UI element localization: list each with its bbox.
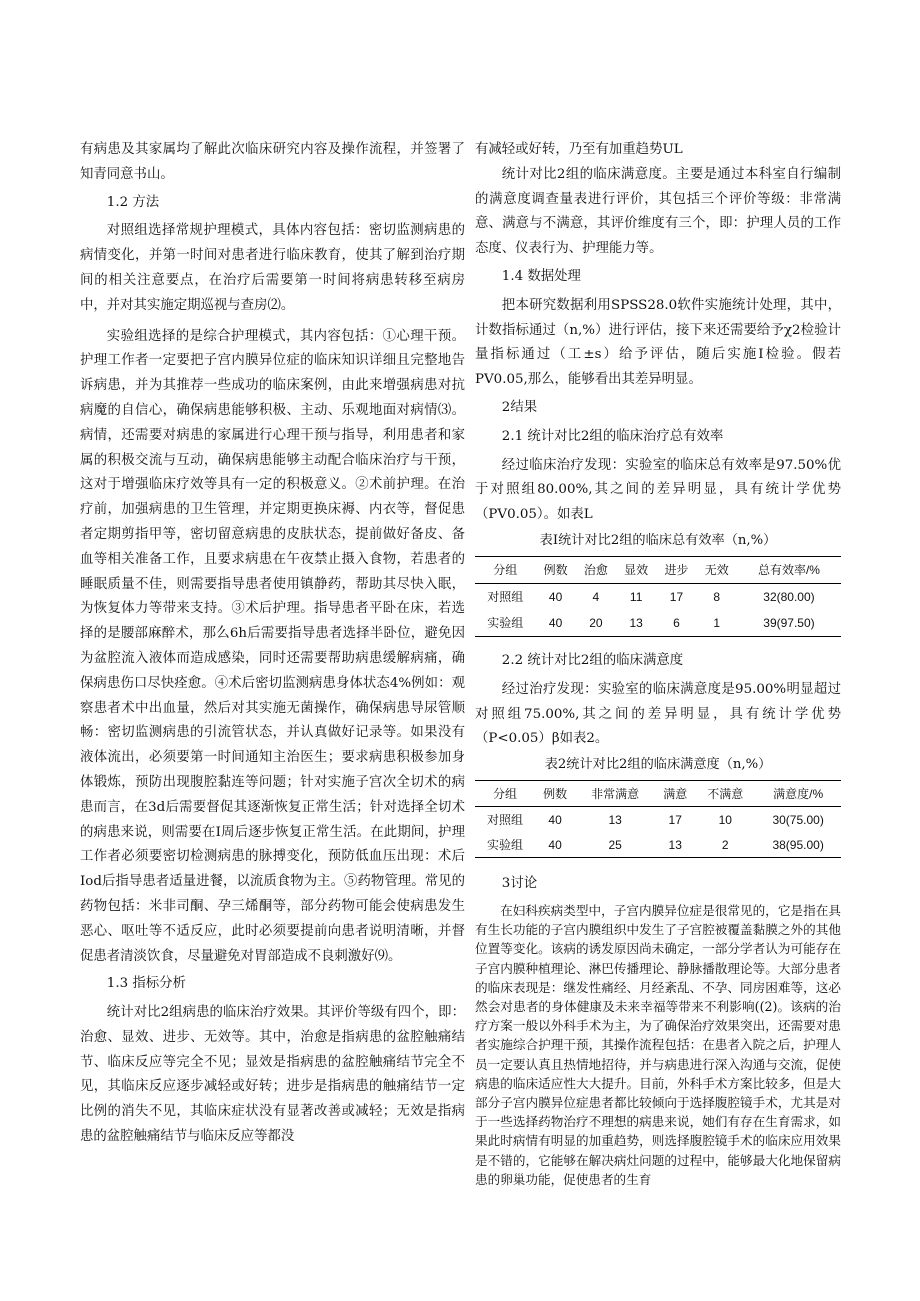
table-cell: 40 [548, 837, 562, 852]
table-header-row [475, 781, 841, 807]
section-2-heading: 2结果 [501, 399, 538, 415]
index-analysis-paragraph: 统计对比2组病患的临床治疗效果。其评价等级有四个，即：治愈、显效、进步、无效等。其中，治愈是指病患的盆腔触痛结节、临床反应等完全不见；显效是指病患的盆腔触痛结节完全不见，其临床反应逐步减轻或好转；进步是指病患的触痛结节一定比例的消失不见，其临床症状没有显著改善或减轻；无效是指病患的盆腔触痛结节与临床反应等都没 [80, 1005, 465, 1145]
table-header-cell: 非常满意 [591, 787, 640, 802]
data-processing-paragraph: 把本研究数据利用SPSS28.0软件实施统计处理，其中，计数指标通过（n,%）进行评估，接下来还需要给予χ2检验计量指标通过（工±s）给予评估，随后实施I检验。假若PV0.05,那么，能够看出其差异明显。 [475, 297, 841, 388]
right-column [475, 138, 841, 1189]
table-header-row [475, 556, 841, 583]
table-cell: 8 [713, 589, 721, 604]
discussion-block [475, 901, 841, 1189]
table-cell: 13 [668, 837, 682, 852]
table-header-cell: 治愈 [583, 563, 608, 578]
table-cell: 20 [589, 615, 603, 630]
table-header-cell: 分组 [493, 563, 518, 578]
table-header-cell: 进步 [664, 563, 689, 578]
table-row [475, 583, 841, 610]
section-1-4-heading: 1.4 数据处理 [501, 268, 581, 284]
table-cell: 对照组 [487, 590, 524, 605]
intro-continuation-paragraph: 有病患及其家属均了解此次临床研究内容及操作流程，并签署了知青同意书山。 [80, 142, 465, 182]
table-header-cell: 不满意 [707, 787, 744, 802]
table-header-cell: 无效 [704, 563, 729, 578]
table-cell: 40 [548, 589, 563, 604]
table-cell: 25 [608, 837, 622, 852]
control-group-paragraph: 对照组选择常规护理模式，具体内容包括：密切监测病患的病情变化，并第一时间对患者进行临床教育，使其了解到治疗期间的相关注意要点，在治疗后需要第一时间将病患转移至病房中，并对其实施定期巡视与查房⑵。 [80, 223, 465, 313]
table-cell: 实验组 [487, 616, 524, 631]
table-row [475, 807, 841, 833]
table-header-cell: 满意 [663, 787, 688, 802]
table-cell: 17 [669, 589, 684, 604]
table-cell: 39(97.50) [763, 615, 815, 630]
table-cell: 11 [629, 589, 643, 604]
table-header-cell: 例数 [543, 563, 568, 578]
table-cell: 17 [668, 812, 682, 827]
table-header-cell: 总有效率/% [757, 563, 820, 578]
table-header-cell: 显效 [624, 563, 649, 578]
section-2-2-heading: 2.2 统计对比2组的临床满意度 [501, 652, 684, 668]
table-2 [475, 780, 841, 858]
table-cell: 6 [673, 615, 680, 630]
table-header-cell: 分组 [493, 787, 518, 802]
table-cell: 2 [721, 837, 729, 852]
table-cell: 13 [608, 812, 622, 827]
table-header-cell: 满意度/% [773, 787, 824, 802]
table-row [475, 832, 841, 858]
table-cell: 10 [718, 812, 732, 827]
table-cell: 1 [713, 615, 721, 630]
table-cell: 30(75.00) [772, 812, 824, 827]
experiment-group-paragraph: 实验组选择的是综合护理模式，其内容包括：①心理干预。护理工作者一定要把子宫内膜异位症的临床知识详细且完整地告诉病患，并为其推荐一些成功的临床案例，由此来增强病患对抗病魔的自信心，确保病患能够积极、主动、乐观地面对病情⑶。病情，还需要对病患的家属进行心理干预与指导，利用患者和家属的积极交流与互动，确保病患能够主动配合临床治疗与干预，这对于增强临床疗效等具有一定的积极意义。②术前护理。在治疗前，加强病患的卫生管理，并定期更换床褥、内衣等，督促患者定期剪指甲等，密切留意病患的皮肤状态，提前做好备皮、备血等相关准备工作，且要求病患在午夜禁止摄入食物，若患者的睡眠质量不佳，则需要指导患者使用镇静药，帮助其尽快入眠，为恢复体力等带来支持。③术后护理。指导患者平卧在床，若选择的是腰部麻醉术，那么6h后需要指导患者选择半卧位，避免因为盆腔流入液体而造成感染，同时还需要帮助病患缓解病痛，确保病患伤口尽快痊愈。④术后密切监测病患身体状态4%例如：观察患者术中出血量，然后对其实施无菌操作，确保病患导尿管顺畅：密切监测病患的引流管状态，并认真做好记录等。如果没有液体流出，必须要第一时间通知主治医生；要求病患积极参加身体锻炼，预防出现腹腔黏连等问题；针对实施子宫次全切术的病患而言，在3d后需要督促其逐渐恢复正常生活；针对选择全切术的病患来说，则需要在I周后逐步恢复正常生活。在此期间，护理工作者必须要密切检测病患的脉搏变化，预防低血压出现：术后Iod后指导患者适量进餐，以流质食物为主。⑤药物管理。常见的药物包括：米非司酮、孕三烯酮等，部分药物可能会使病患发生恶心、呕吐等不适反应，此时必须要提前向患者说明清晰，并督促患者清淡饮食，尽量避免对胃部造成不良刺激好⑼。 [80, 328, 465, 964]
section-3-heading: 3讨论 [501, 876, 538, 892]
result-2-paragraph: 经过治疗发现：实验室的临床满意度是95.00%明显超过对照组75.00%,其之间的差异明显，具有统计学优势（P<0.05）β如表2。 [475, 681, 841, 747]
table-cell: 实验组 [487, 838, 524, 853]
table-cell: 13 [629, 615, 643, 630]
section-2-1-heading: 2.1 统计对比2组的临床治疗总有效率 [501, 428, 724, 444]
table-1 [475, 556, 841, 637]
table-cell: 40 [548, 615, 563, 630]
result-1-paragraph: 经过临床治疗发现：实验室的临床总有效率是97.50%优于对照组80.00%,其之间的差异明显，具有统计学优势（PV0.05）。如表L [475, 457, 841, 523]
index-continuation-paragraph: 有减轻或好转，乃至有加重趋势UL [475, 142, 683, 157]
table-1-caption: 表I统计对比2组的临床总有效率（n,%） [539, 532, 777, 548]
discussion-paragraph: 在妇科疾病类型中，子宫内膜异位症是很常见的，它是指在具有生长功能的子宫内膜组织中发生了子宫腔被覆盖黏膜之外的其他位置等变化。该病的诱发原因尚未确定，一部分学者认为可能存在子宫内膜种植理论、淋巴传播理论、静脉播散理论等。大部分患者的临床表现是：继发性痛经、月经紊乱、不孕、同房困难等，这必然会对患者的身体健康及未来幸福等带来不利影响((2)。该病的治疗方案一般以外科手术为主，为了确保治疗效果突出，还需要对患者实施综合护理干预，其操作流程包括：在患者入院之后，护理人员一定要认真且热情地招待，并与病患进行深入沟通与交流，促使病患的临床适应性大大提升。目前，外科手术方案比较多，但是大部分子宫内膜异位症患者都比较倾向于选择腹腔镜手术，尤其是对于一些选择药物治疗不理想的病患来说，她们有存在生育需求，如果此时病情有明显的加重趋势，则选择腹腔镜手术的临床应用效果是不错的，它能够在解决病灶问题的过程中，能够最大化地保留病患的卵巢功能，促使患者的生育 [475, 902, 841, 1187]
table-cell: 32(80.00) [763, 589, 815, 604]
table-cell: 40 [548, 812, 562, 827]
satisfaction-paragraph: 统计对比2组的临床满意度。主要是通过本科室自行编制的满意度调查量表进行评价，其包括三个评价等级：非常满意、满意与不满意，其评价维度有三个，即：护理人员的工作态度、仪表行为、护理能力等。 [475, 166, 841, 257]
table-header-cell: 例数 [543, 787, 568, 802]
table-cell: 38(95.00) [772, 837, 824, 852]
table-cell: 对照组 [487, 813, 524, 828]
section-1-2-heading: 1.2 方法 [106, 194, 160, 210]
left-column [80, 138, 465, 1150]
table-cell: 4 [592, 589, 600, 604]
table-row [475, 610, 841, 637]
table-2-caption: 表2统计对比2组的临床满意度（n,%） [544, 757, 772, 773]
section-1-3-heading: 1.3 指标分析 [106, 976, 186, 992]
